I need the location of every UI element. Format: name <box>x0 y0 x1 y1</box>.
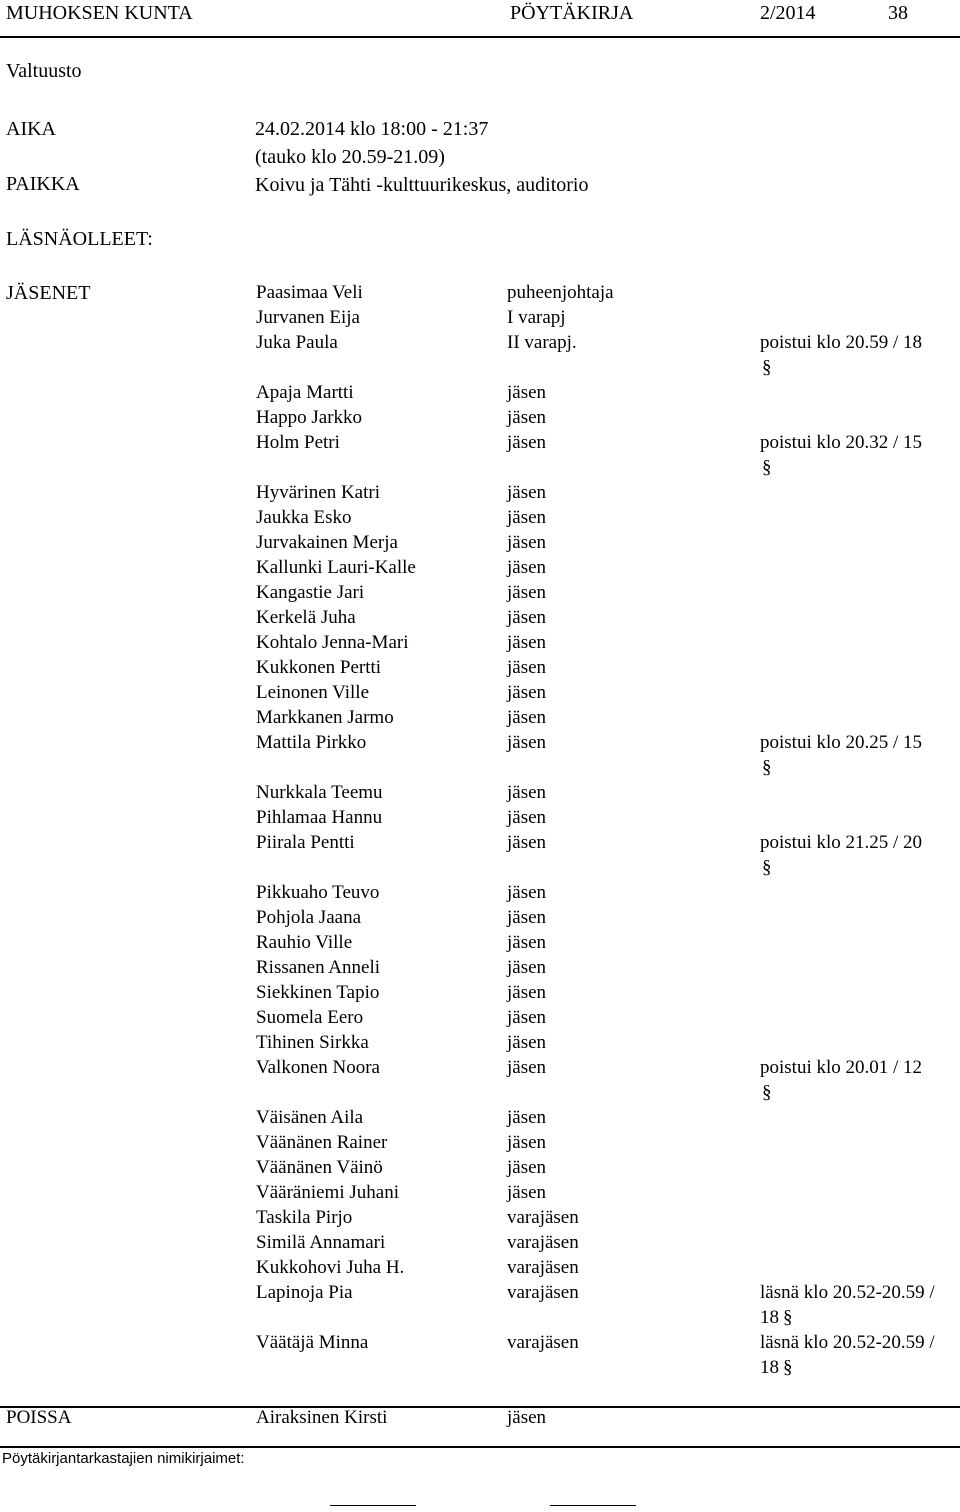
member-name: Juka Paula <box>256 332 338 353</box>
members-label: JÄSENET <box>6 282 91 304</box>
member-name: Väänänen Rainer <box>256 1132 388 1153</box>
member-row <box>0 405 960 430</box>
member-role: jäsen <box>507 882 547 903</box>
member-name: Markkanen Jarmo <box>256 707 394 728</box>
member-row <box>0 980 960 1005</box>
member-role: jäsen <box>507 782 547 803</box>
member-role: jäsen <box>507 1032 547 1053</box>
member-name: Kukkonen Pertti <box>256 657 382 678</box>
header-rule <box>0 36 960 38</box>
member-role: jäsen <box>507 732 547 753</box>
member-role: jäsen <box>507 532 547 553</box>
member-row <box>0 1330 960 1378</box>
body-name: Valtuusto <box>6 60 82 82</box>
member-row <box>0 830 960 878</box>
page-number: 38 <box>888 2 908 24</box>
member-role: jäsen <box>507 707 547 728</box>
member-name: Happo Jarkko <box>256 407 363 428</box>
document-type: PÖYTÄKIRJA <box>510 2 634 24</box>
member-role: jäsen <box>507 1007 547 1028</box>
document-header <box>0 0 960 56</box>
time-label: AIKA <box>6 118 56 140</box>
member-row <box>0 555 960 580</box>
member-name: Kukkohovi Juha H. <box>256 1257 405 1278</box>
absent-name: Airaksinen Kirsti <box>256 1407 388 1428</box>
member-name: Mattila Pirkko <box>256 732 367 753</box>
member-note <box>760 430 950 480</box>
member-note-text: poistui klo 20.32 / 15 <box>760 432 923 453</box>
member-name: Väänänen Väinö <box>256 1157 383 1178</box>
member-role: varajäsen <box>507 1232 579 1253</box>
member-role: jäsen <box>507 1132 547 1153</box>
member-role: jäsen <box>507 832 547 853</box>
member-row <box>0 1005 960 1030</box>
present-label: LÄSNÄOLLEET: <box>6 228 153 250</box>
member-name: Väisänen Aila <box>256 1107 364 1128</box>
member-role: jäsen <box>507 407 547 428</box>
section-symbol: § <box>762 857 772 878</box>
absent-label: POISSA <box>6 1407 72 1428</box>
member-row <box>0 1280 960 1328</box>
member-row <box>0 430 960 478</box>
member-name: Vääräniemi Juhani <box>256 1182 399 1203</box>
member-name: Leinonen Ville <box>256 682 370 703</box>
member-name: Tihinen Sirkka <box>256 1032 369 1053</box>
member-row <box>0 505 960 530</box>
member-row <box>0 580 960 605</box>
member-name: Jaukka Esko <box>256 507 352 528</box>
member-row <box>0 1130 960 1155</box>
member-row <box>0 680 960 705</box>
member-row <box>0 480 960 505</box>
member-row <box>0 1030 960 1055</box>
member-row <box>0 880 960 905</box>
member-name: Lapinoja Pia <box>256 1282 353 1303</box>
absent-row <box>0 1405 960 1431</box>
member-note-text: läsnä klo 20.52-20.59 / 18 <box>760 1282 935 1328</box>
member-role: jäsen <box>507 507 547 528</box>
member-note <box>760 1280 950 1330</box>
member-row <box>0 655 960 680</box>
member-role: jäsen <box>507 1157 547 1178</box>
member-row <box>0 630 960 655</box>
member-role: jäsen <box>507 607 547 628</box>
signature-line-2 <box>550 1505 636 1506</box>
member-name: Nurkkala Teemu <box>256 782 383 803</box>
member-note <box>760 1330 950 1380</box>
member-row <box>0 805 960 830</box>
member-name: Siekkinen Tapio <box>256 982 380 1003</box>
time-break: (tauko klo 20.59-21.09) <box>255 146 445 168</box>
member-row <box>0 1180 960 1205</box>
place-label: PAIKKA <box>6 173 80 195</box>
member-role: jäsen <box>507 982 547 1003</box>
member-role: varajäsen <box>507 1257 579 1278</box>
member-row <box>0 280 960 305</box>
member-name: Jurvanen Eija <box>256 307 360 328</box>
member-role: jäsen <box>507 632 547 653</box>
member-role: jäsen <box>507 907 547 928</box>
member-row <box>0 605 960 630</box>
member-role: jäsen <box>507 582 547 603</box>
member-role: II varapj. <box>507 332 577 353</box>
member-role: jäsen <box>507 682 547 703</box>
member-role: jäsen <box>507 482 547 503</box>
member-name: Holm Petri <box>256 432 340 453</box>
member-row <box>0 1255 960 1280</box>
member-role: jäsen <box>507 557 547 578</box>
member-note-text: läsnä klo 20.52-20.59 / 18 <box>760 1332 935 1378</box>
member-name: Hyvärinen Katri <box>256 482 380 503</box>
member-note <box>760 1055 950 1105</box>
member-name: Pikkuaho Teuvo <box>256 882 380 903</box>
member-name: Valkonen Noora <box>256 1057 380 1078</box>
section-symbol: § <box>783 1357 793 1378</box>
member-row <box>0 380 960 405</box>
member-row <box>0 705 960 730</box>
member-name: Kangastie Jari <box>256 582 365 603</box>
member-note <box>760 830 950 880</box>
member-row <box>0 1155 960 1180</box>
member-role: varajäsen <box>507 1332 579 1353</box>
member-note-text: poistui klo 21.25 / 20 <box>760 832 923 853</box>
section-symbol: § <box>762 357 772 378</box>
member-row <box>0 530 960 555</box>
member-name: Pihlamaa Hannu <box>256 807 383 828</box>
member-role: varajäsen <box>507 1282 579 1303</box>
member-role: puheenjohtaja <box>507 282 614 303</box>
member-name: Paasimaa Veli <box>256 282 363 303</box>
member-row <box>0 305 960 330</box>
member-row <box>0 730 960 778</box>
absent-role: jäsen <box>507 1407 547 1428</box>
member-role: jäsen <box>507 807 547 828</box>
member-note-text: poistui klo 20.59 / 18 <box>760 332 923 353</box>
member-role: jäsen <box>507 1107 547 1128</box>
member-name: Kerkelä Juha <box>256 607 356 628</box>
member-name: Similä Annamari <box>256 1232 386 1253</box>
member-name: Rauhio Ville <box>256 932 353 953</box>
member-name: Pohjola Jaana <box>256 907 362 928</box>
member-row <box>0 330 960 378</box>
member-row <box>0 1105 960 1130</box>
member-role: varajäsen <box>507 1207 579 1228</box>
member-note-text: poistui klo 20.25 / 15 <box>760 732 923 753</box>
member-role: jäsen <box>507 657 547 678</box>
member-row <box>0 1055 960 1103</box>
member-name: Jurvakainen Merja <box>256 532 398 553</box>
section-symbol: § <box>762 457 772 478</box>
section-symbol: § <box>762 757 772 778</box>
member-row <box>0 780 960 805</box>
time-value: 24.02.2014 klo 18:00 - 21:37 <box>255 118 489 140</box>
section-symbol: § <box>762 1082 772 1103</box>
member-role: I varapj <box>507 307 566 328</box>
member-role: jäsen <box>507 957 547 978</box>
member-row <box>0 1205 960 1230</box>
member-name: Väätäjä Minna <box>256 1332 369 1353</box>
member-role: jäsen <box>507 1057 547 1078</box>
member-role: jäsen <box>507 932 547 953</box>
member-row <box>0 955 960 980</box>
municipality-name: MUHOKSEN KUNTA <box>6 2 193 24</box>
member-row <box>0 1230 960 1255</box>
member-row <box>0 905 960 930</box>
member-note <box>760 330 950 380</box>
footer-rule <box>0 1446 960 1448</box>
member-name: Piirala Pentti <box>256 832 355 853</box>
footer-label: Pöytäkirjantarkastajien nimikirjaimet: <box>2 1450 245 1467</box>
document-number: 2/2014 <box>760 2 816 24</box>
member-row <box>0 930 960 955</box>
member-note-text: poistui klo 20.01 / 12 <box>760 1057 923 1078</box>
member-name: Suomela Eero <box>256 1007 364 1028</box>
member-name: Rissanen Anneli <box>256 957 381 978</box>
member-note <box>760 730 950 780</box>
member-role: jäsen <box>507 382 547 403</box>
member-name: Taskila Pirjo <box>256 1207 353 1228</box>
member-name: Kallunki Lauri-Kalle <box>256 557 416 578</box>
member-name: Apaja Martti <box>256 382 354 403</box>
place-value: Koivu ja Tähti -kulttuurikeskus, auditorio <box>255 174 589 196</box>
member-name: Kohtalo Jenna-Mari <box>256 632 409 653</box>
member-role: jäsen <box>507 432 547 453</box>
section-symbol: § <box>783 1307 793 1328</box>
member-role: jäsen <box>507 1182 547 1203</box>
signature-line-1 <box>330 1505 416 1506</box>
